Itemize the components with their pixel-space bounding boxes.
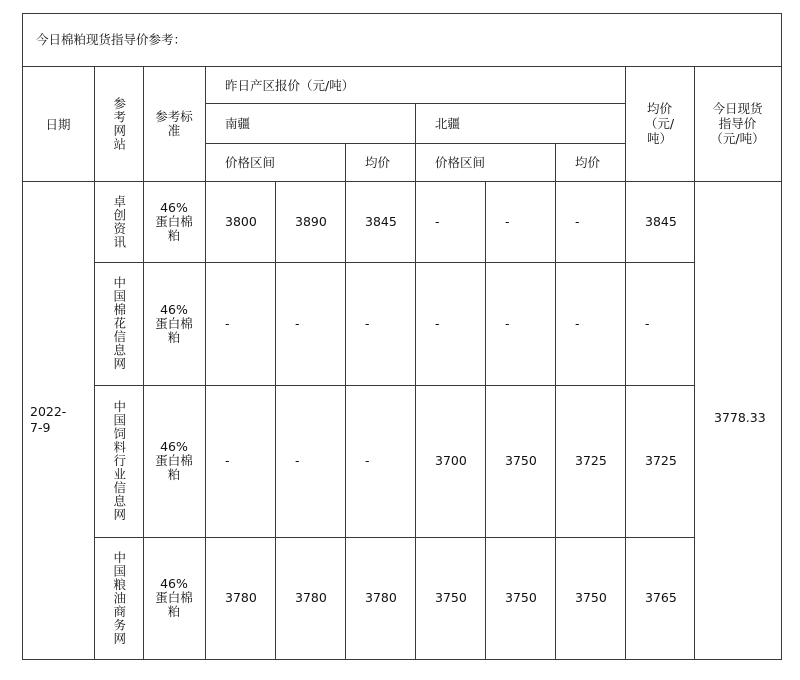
standard-cell [143, 181, 205, 262]
site-name: 中国饲料行业信息网 [111, 400, 127, 522]
site-name: 中国粮油商务网 [111, 550, 127, 646]
price-cell-s-low: - [225, 315, 230, 331]
header-south: 南疆 [225, 116, 251, 131]
header-south-range: 价格区间 [225, 155, 276, 170]
price-cell-s-high: 3890 [295, 213, 327, 229]
price-cell-s-low: 3780 [225, 590, 257, 605]
site-cell [94, 385, 143, 537]
price-cell-n-avg: 3750 [575, 590, 607, 605]
price-cell-avg: 3725 [645, 453, 677, 468]
price-cell-n-high: - [505, 213, 510, 229]
site-cell [94, 262, 143, 385]
standard-text: 46%蛋白棉粕 [155, 576, 193, 619]
price-cell-s-avg: 3780 [365, 590, 397, 605]
date-value: 2022-7-9 [30, 404, 67, 435]
header-north: 北疆 [435, 116, 461, 131]
standard-text: 46%蛋白棉粕 [155, 439, 193, 482]
price-cell-s-avg: - [365, 315, 370, 331]
price-cell-s-high: 3780 [295, 590, 327, 605]
header-today-price: 今日现货指导价（元/吨） [710, 101, 765, 146]
site-cell [94, 181, 143, 262]
price-cell-n-high: - [505, 315, 510, 331]
standard-cell [143, 385, 205, 537]
price-cell-n-avg: - [575, 315, 580, 331]
header-yesterday-quote: 昨日产区报价（元/吨） [225, 78, 355, 93]
price-cell-n-low: 3700 [435, 453, 467, 468]
standard-text: 46%蛋白棉粕 [155, 199, 193, 243]
header-south-avg: 均价 [365, 155, 391, 170]
price-cell-n-avg: - [575, 213, 580, 229]
header-standard: 参考标准 [155, 108, 193, 138]
price-cell-n-high: 3750 [505, 590, 537, 605]
today-price-value: 3778.33 [714, 410, 766, 425]
price-cell-s-low: 3800 [225, 213, 257, 229]
price-cell-avg: - [645, 315, 650, 331]
price-cell-n-low: - [435, 315, 440, 331]
site-name: 中国棉花信息网 [111, 276, 127, 371]
price-cell-s-avg: 3845 [365, 213, 397, 229]
table-title: 今日棉粕现货指导价参考： [36, 32, 187, 47]
standard-text: 46%蛋白棉粕 [155, 301, 193, 345]
price-cell-avg: 3845 [645, 213, 677, 229]
price-cell-n-low: - [435, 213, 440, 229]
header-north-range: 价格区间 [435, 155, 486, 170]
price-cell-s-low: - [225, 453, 230, 468]
price-cell-s-high: - [295, 453, 300, 468]
price-cell-s-avg: - [365, 453, 370, 468]
header-site: 参考网站 [111, 96, 127, 151]
site-name: 卓创资讯 [111, 194, 127, 249]
price-cell-avg: 3765 [645, 590, 677, 605]
header-avg: 均价（元/吨） [644, 101, 675, 146]
standard-cell [143, 537, 205, 659]
site-cell [94, 537, 143, 659]
price-cell-n-low: 3750 [435, 590, 467, 605]
header-north-avg: 均价 [575, 155, 601, 170]
standard-cell [143, 262, 205, 385]
price-cell-n-avg: 3725 [575, 453, 607, 468]
price-cell-n-high: 3750 [505, 453, 537, 468]
price-cell-s-high: - [295, 315, 300, 331]
header-date: 日期 [45, 116, 71, 132]
